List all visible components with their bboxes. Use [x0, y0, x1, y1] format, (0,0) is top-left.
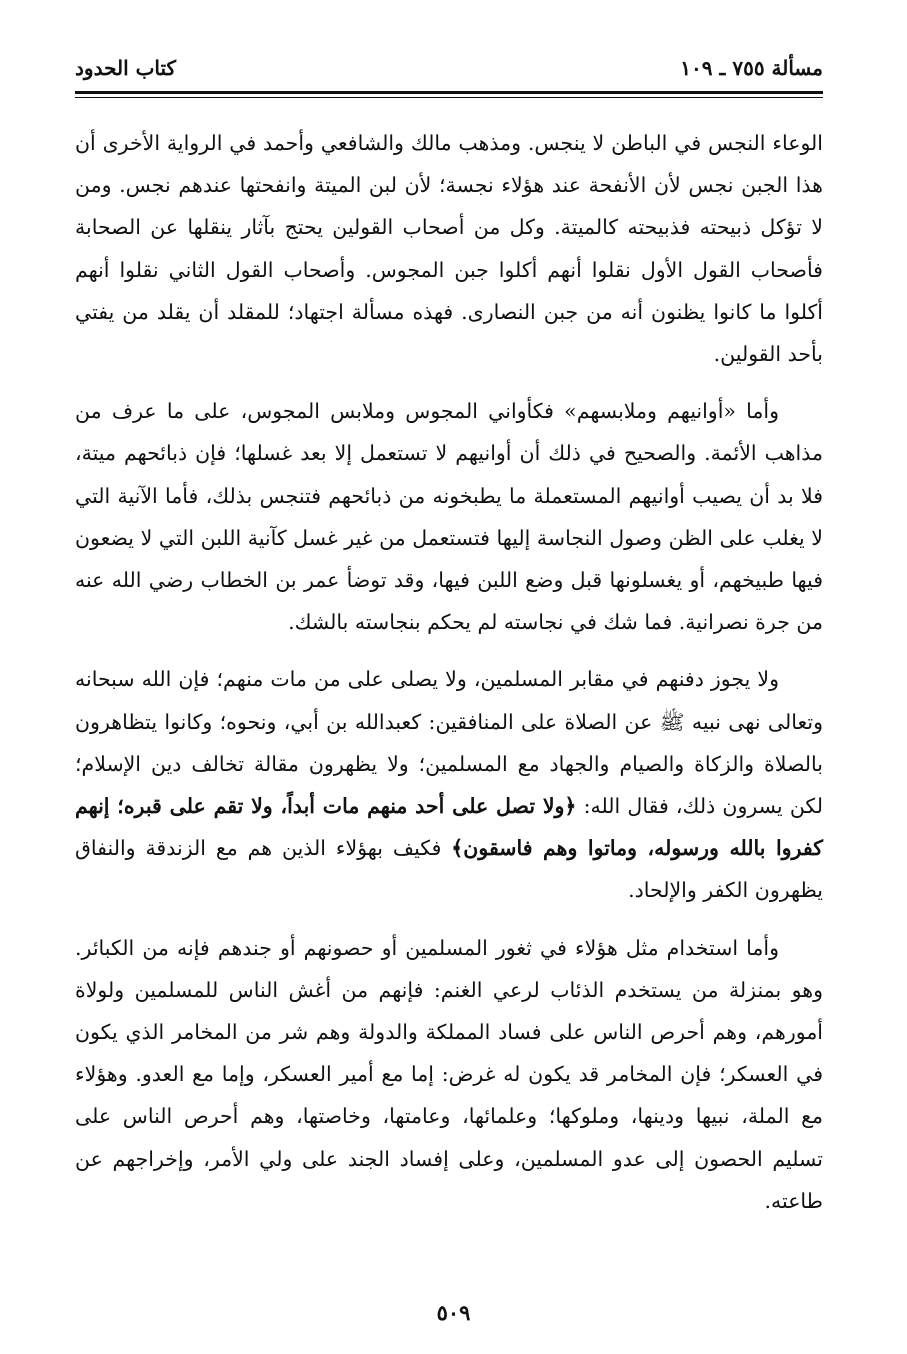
- header-rule-thin: [75, 97, 823, 98]
- paragraph-3: [75, 658, 823, 911]
- header-issue-number: مسألة ٧٥٥ ـ ١٠٩: [680, 56, 823, 80]
- paragraph-4: وأما استخدام مثل هؤلاء في ثغور المسلمين أو حصونهم أو جندهم فإنه من الكبائر. وهو بمنزلة من يستخدم الذئاب لرعي الغنم: فإنهم من أغش الناس للمسلمين ولولاة أمورهم، وهم أحرص الناس على فساد المملكة والدولة وهم شر من المخامر الذي يكون في العسكر؛ فإن المخامر قد يكون له غرض: إما مع أمير العسكر، وإما مع العدو. وهؤلاء مع الملة، نبيها ودينها، وملوكها؛ وعلمائها، وعامتها، وخاصتها، وهم أحرص الناس على تسليم الحصون إلى عدو المسلمين، وعلى إفساد الجند على ولي الأمر، وإخراجهم عن طاعته.: [75, 935, 823, 1213]
- paragraph-1: الوعاء النجس في الباطن لا ينجس. ومذهب مالك والشافعي وأحمد في الرواية الأخرى أن هذا الجبن نجس لأن الأنفحة عند هؤلاء نجسة؛ لأن لبن الميتة وانفحتها عندهم نجس. ومن لا تؤكل ذبيحته فذبيحته كالميتة. وكل من أصحاب القولين يحتج بآثار ينقلها عن الصحابة فأصحاب القول الأول نقلوا أنهم أكلوا جبن المجوس. وأصحاب القول الثاني نقلوا أنهم أكلوا ما كانوا يظنون أنه من جبن النصارى. فهذه مسألة اجتهاد؛ للمقلد أن يقلد من يفتي بأحد القولين.: [75, 131, 823, 367]
- running-header: [75, 56, 823, 92]
- paragraph-3-text-before: ولا يجوز دفنهم في مقابر المسلمين، ولا يصلى على من مات منهم؛ فإن الله سبحانه وتعالى نهى نبيه ﷺ عن الصلاة على المنافقين: كعبدالله بن أبي، ونحوه؛ وكانوا يتظاهرون بالصلاة والزكاة والصيام والجهاد مع المسلمين؛ ولا يظهرون مقالة تخالف دين الإسلام؛ لكن يسرون ذلك، فقال الله:: [75, 667, 823, 819]
- paragraph-2: وأما «أوانيهم وملابسهم» فكأواني المجوس وملابس المجوس، على ما عرف من مذاهب الأئمة. والصحيح في ذلك أن أوانيهم لا تستعمل إلا بعد غسلها؛ فإن ذبائحهم ميتة، فلا بد أن يصيب أوانيهم المستعملة ما يطبخونه من ذبائحهم فتنجس بذلك، فأما الآنية التي لا يغلب على الظن وصول النجاسة إليها فتستعمل من غير غسل كآنية اللبن التي لا يضعون فيها طبيخهم، أو يغسلونها قبل وضع اللبن فيها، وقد توضأ عمر بن الخطاب رضي الله عنه من جرة نصرانية. فما شك في نجاسته لم يحكم بنجاسته بالشك.: [75, 399, 823, 635]
- header-book-title: كتاب الحدود: [75, 56, 177, 80]
- quran-verse: ﴿ولا تصل على أحد منهم مات أبداً، ولا تقم على قبره؛ إنهم كفروا بالله ورسوله، وماتوا وهم فاسقون﴾: [75, 794, 823, 861]
- paragraph-3-text-after: فكيف بهؤلاء الذين هم مع الزندقة والنفاق يظهرون الكفر والإلحاد.: [75, 836, 823, 903]
- header-rule-thick: [75, 91, 823, 94]
- page-number: ٥٠٩: [436, 1300, 471, 1325]
- page-body: [75, 122, 823, 1222]
